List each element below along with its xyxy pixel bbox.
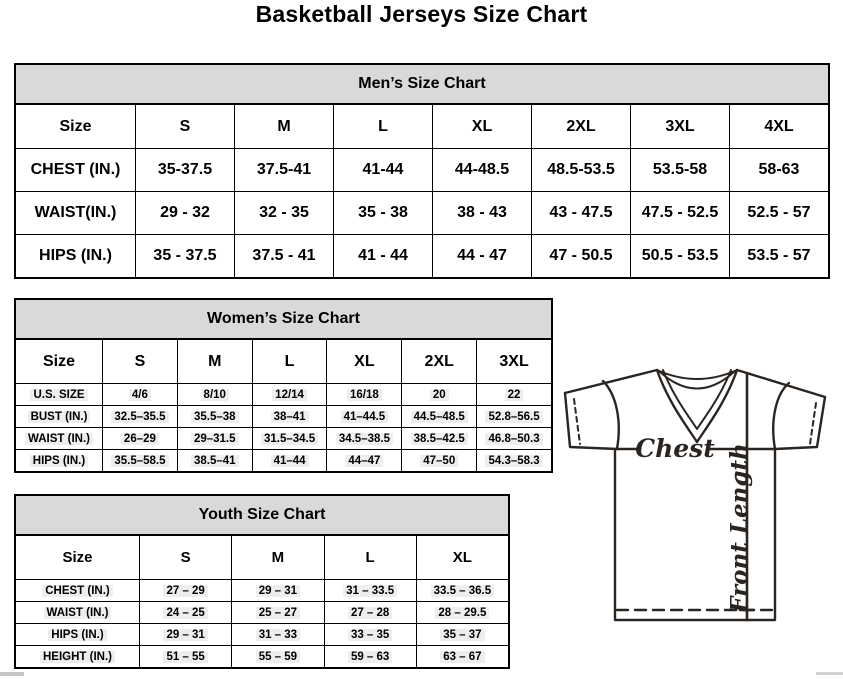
mens-table-title: Men’s Size Chart: [16, 65, 828, 105]
womens-row-hips-in: [16, 449, 551, 471]
womens-col-header-m: M: [177, 340, 252, 383]
womens-u-s-size-xl: 16/18: [326, 384, 401, 405]
mens-col-header-4xl: 4XL: [729, 105, 828, 148]
youth-row-label-chest-in: CHEST (IN.): [16, 580, 139, 601]
mens-row-label-hips-in: HIPS (IN.): [39, 247, 112, 264]
womens-hips-in-s: 35.5–58.5: [102, 450, 177, 471]
youth-row-label-waist-in: WAIST (IN.): [16, 602, 139, 623]
womens-row-label-u-s-size: U.S. SIZE: [16, 384, 102, 405]
mens-row-waist-in: [16, 191, 828, 234]
youth-hips-in-l: 33 – 35: [324, 624, 416, 645]
womens-u-s-size-3xl: 22: [476, 384, 551, 405]
womens-waist-in-l: 31.5–34.5: [252, 428, 327, 449]
youth-hips-in-xl: 35 – 37: [416, 624, 508, 645]
mens-chest-in-m: 37.5-41: [234, 149, 333, 191]
youth-chest-in-s: 27 – 29: [139, 580, 231, 601]
mens-hips-in-3xl: 50.5 - 53.5: [630, 235, 729, 277]
womens-col-header-size: Size: [42, 352, 75, 370]
mens-hips-in-s: 35 - 37.5: [135, 235, 234, 277]
front-length-label: Front Length: [726, 443, 753, 613]
mens-row-chest-in: [16, 148, 828, 191]
youth-hips-in-s: 29 – 31: [139, 624, 231, 645]
womens-hips-in-2xl: 47–50: [401, 450, 476, 471]
youth-chest-in-m: 29 – 31: [231, 580, 323, 601]
womens-bust-in-m: 35.5–38: [177, 406, 252, 427]
mens-hips-in-m: 37.5 - 41: [234, 235, 333, 277]
womens-row-u-s-size: [16, 383, 551, 405]
youth-waist-in-l: 27 – 28: [324, 602, 416, 623]
mens-chest-in-xl: 44-48.5: [432, 149, 531, 191]
womens-col-header-l: L: [252, 340, 327, 383]
youth-height-in-s: 51 – 55: [139, 646, 231, 667]
mens-hips-in-4xl: 53.5 - 57: [729, 235, 828, 277]
mens-col-header-size: Size: [59, 117, 92, 135]
youth-table-title: Youth Size Chart: [16, 496, 508, 536]
womens-waist-in-s: 26–29: [102, 428, 177, 449]
womens-hips-in-l: 41–44: [252, 450, 327, 471]
mens-col-header-l: L: [333, 105, 432, 148]
womens-waist-in-2xl: 38.5–42.5: [401, 428, 476, 449]
mens-col-header-s: S: [135, 105, 234, 148]
mens-col-header-xl: XL: [432, 105, 531, 148]
mens-hips-in-l: 41 - 44: [333, 235, 432, 277]
mens-row-hips-in: [16, 234, 828, 277]
womens-hips-in-m: 38.5–41: [177, 450, 252, 471]
mens-waist-in-xl: 38 - 43: [432, 192, 531, 234]
youth-col-header-xl: XL: [416, 536, 508, 579]
womens-bust-in-l: 38–41: [252, 406, 327, 427]
mens-size-table: [14, 63, 830, 279]
womens-size-table: [14, 298, 553, 473]
jersey-measurement-diagram: [558, 360, 842, 626]
youth-row-waist-in: [16, 601, 508, 623]
youth-row-height-in: [16, 645, 508, 667]
youth-row-label-hips-in: HIPS (IN.): [16, 624, 139, 645]
womens-bust-in-2xl: 44.5–48.5: [401, 406, 476, 427]
womens-header-row: [16, 340, 551, 383]
youth-height-in-l: 59 – 63: [324, 646, 416, 667]
scrollbar-fragment-right: [816, 672, 843, 675]
youth-waist-in-m: 25 – 27: [231, 602, 323, 623]
youth-size-table: [14, 494, 510, 669]
womens-u-s-size-m: 8/10: [177, 384, 252, 405]
scrollbar-fragment-left: [0, 672, 24, 676]
mens-waist-in-s: 29 - 32: [135, 192, 234, 234]
womens-bust-in-s: 32.5–35.5: [102, 406, 177, 427]
mens-waist-in-2xl: 43 - 47.5: [531, 192, 630, 234]
womens-col-header-3xl: 3XL: [476, 340, 551, 383]
womens-hips-in-xl: 44–47: [326, 450, 401, 471]
youth-waist-in-xl: 28 – 29.5: [416, 602, 508, 623]
youth-row-label-height-in: HEIGHT (IN.): [16, 646, 139, 667]
mens-header-row: [16, 105, 828, 148]
womens-u-s-size-2xl: 20: [401, 384, 476, 405]
mens-waist-in-4xl: 52.5 - 57: [729, 192, 828, 234]
womens-row-waist-in: [16, 427, 551, 449]
youth-chest-in-l: 31 – 33.5: [324, 580, 416, 601]
mens-chest-in-l: 41-44: [333, 149, 432, 191]
mens-chest-in-3xl: 53.5-58: [630, 149, 729, 191]
youth-height-in-xl: 63 – 67: [416, 646, 508, 667]
womens-row-label-hips-in: HIPS (IN.): [16, 450, 102, 471]
youth-row-hips-in: [16, 623, 508, 645]
mens-row-label-waist-in: WAIST(IN.): [34, 204, 117, 221]
mens-hips-in-2xl: 47 - 50.5: [531, 235, 630, 277]
womens-table-title: Women’s Size Chart: [16, 300, 551, 340]
mens-row-label-chest-in: CHEST (IN.): [30, 161, 121, 178]
womens-u-s-size-l: 12/14: [252, 384, 327, 405]
mens-col-header-m: M: [234, 105, 333, 148]
youth-row-chest-in: [16, 579, 508, 601]
womens-row-bust-in: [16, 405, 551, 427]
womens-u-s-size-s: 4/6: [102, 384, 177, 405]
page-title: Basketball Jerseys Size Chart: [255, 1, 588, 27]
womens-col-header-s: S: [102, 340, 177, 383]
mens-chest-in-2xl: 48.5-53.5: [531, 149, 630, 191]
mens-col-header-3xl: 3XL: [630, 105, 729, 148]
youth-height-in-m: 55 – 59: [231, 646, 323, 667]
womens-waist-in-3xl: 46.8–50.3: [476, 428, 551, 449]
youth-col-header-size: Size: [62, 549, 93, 566]
womens-row-label-waist-in: WAIST (IN.): [16, 428, 102, 449]
womens-bust-in-3xl: 52.8–56.5: [476, 406, 551, 427]
youth-col-header-m: M: [231, 536, 323, 579]
youth-waist-in-s: 24 – 25: [139, 602, 231, 623]
mens-chest-in-4xl: 58-63: [729, 149, 828, 191]
mens-waist-in-m: 32 - 35: [234, 192, 333, 234]
womens-waist-in-m: 29–31.5: [177, 428, 252, 449]
mens-waist-in-l: 35 - 38: [333, 192, 432, 234]
mens-col-header-2xl: 2XL: [531, 105, 630, 148]
youth-chest-in-xl: 33.5 – 36.5: [416, 580, 508, 601]
youth-col-header-l: L: [324, 536, 416, 579]
mens-chest-in-s: 35-37.5: [135, 149, 234, 191]
youth-header-row: [16, 536, 508, 579]
womens-hips-in-3xl: 54.3–58.3: [476, 450, 551, 471]
womens-bust-in-xl: 41–44.5: [326, 406, 401, 427]
womens-col-header-xl: XL: [326, 340, 401, 383]
youth-col-header-s: S: [139, 536, 231, 579]
womens-row-label-bust-in: BUST (IN.): [16, 406, 102, 427]
youth-hips-in-m: 31 – 33: [231, 624, 323, 645]
mens-waist-in-3xl: 47.5 - 52.5: [630, 192, 729, 234]
chest-label: Chest: [635, 434, 715, 463]
womens-waist-in-xl: 34.5–38.5: [326, 428, 401, 449]
mens-hips-in-xl: 44 - 47: [432, 235, 531, 277]
womens-col-header-2xl: 2XL: [401, 340, 476, 383]
